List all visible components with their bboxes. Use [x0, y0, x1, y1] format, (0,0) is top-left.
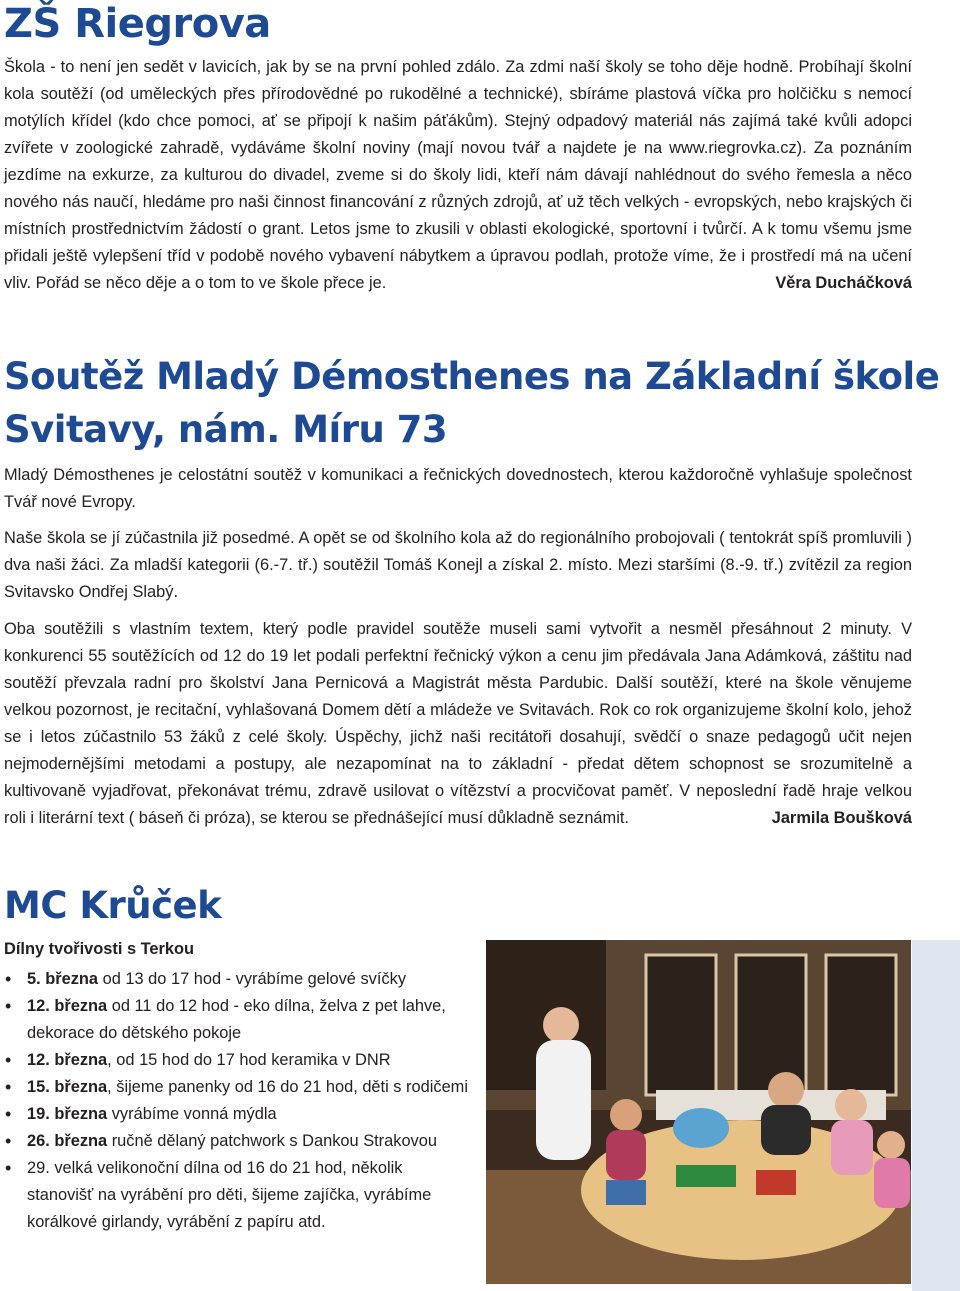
list-item	[0, 1101, 470, 1128]
event-text: od 13 do 17 hod - vyrábíme gelové svíčky	[98, 970, 407, 988]
photo-person	[536, 1040, 591, 1160]
photo-craft-item	[676, 1165, 736, 1187]
event-date: 12. března	[27, 997, 108, 1015]
list-item	[0, 966, 470, 993]
photo-craft-item	[606, 1180, 646, 1205]
photo-person	[761, 1105, 811, 1155]
event-text: ručně dělaný patchwork s Dankou Strakovou	[107, 1132, 437, 1150]
event-date: 15. března	[27, 1078, 108, 1096]
photo-person	[831, 1120, 873, 1175]
section-title-demosthenes	[4, 350, 939, 456]
photo-person	[874, 1158, 910, 1208]
photo-window	[736, 955, 806, 1095]
section-title-riegrova: ZŠ Riegrova	[4, 1, 271, 47]
workshop-photo	[486, 940, 911, 1284]
photo-craft-item	[673, 1108, 729, 1148]
list-item	[0, 993, 470, 1047]
event-text: vyrábíme vonná mýdla	[107, 1105, 277, 1123]
photo-person	[610, 1099, 642, 1131]
photo-window	[646, 955, 716, 1095]
event-date: 19. března	[27, 1105, 108, 1123]
riegrova-text: Škola - to není jen sedět v lavicích, jak by se na první pohled zdálo. Za zdmi naší školy se toho děje hodně. Probíhají školní kola soutěží (od uměleckých přes přírodovědné po rukodělné a technické), sbíráme plastová víčka pro holčičku s nemocí motýlích křídel (kdo chce pomoci, ať se připojí k našim páťákům). Stejný odpadový materiál nás zajímá také kvůli adopci zvířete v zoologické zahradě, vydáváme školní noviny (mají novou tvář a najdete je na www.riegrovka.cz). Za poznáním jezdíme na exkurze, za kulturou do divadel, zveme si do školy lidi, kteří nám dávají nahlédnout do svého řemesla a něco nového nás naučí, hledáme pro naši činnost financování z různých zdrojů, ať už těch velkých - evropských, nebo krajských či místních prostřednictvím žádostí o grant. Letos jsme to zkusili v oblasti ekologické, sportovní i tvůrčí. A k tomu všemu jsme přidali ještě vylepšení tříd v podobě nového vybavení nábytkem a úpravou podlah, protože víme, že i prostředí má na učení vliv. Pořád se něco děje a o tom to ve škole přece je.	[4, 58, 912, 292]
demosthenes-paragraph-3	[4, 616, 912, 832]
author-signature: Jarmila Boušková	[771, 809, 912, 827]
section-title-mc-krucek: MC Krůček	[4, 884, 222, 927]
demosthenes-text: Oba soutěžili s vlastním textem, který podle pravidel soutěže museli sami vytvořit a nesměl přesáhnout 2 minuty. V konkurenci 55 soutěžících od 12 do 19 let podali perfektní řečnický výkon a cenu jim předávala Jana Adámková, záštitu nad soutěží převzala radní pro školství Jana Pernicová a Magistrát města Pardubic. Další soutěží, které na škole věnujeme velkou pozornost, je recitační, vyhlašovaná Domem dětí a mládeže ve Svitavách. Rok co rok organizujeme školní kolo, jehož se i letos zúčastnilo 53 žáků z celé školy. Úspěchy, jichž naši recitátoři dosahují, svědčí o snaze pedagogů učit nejen nejmodernějšími metodami a postupy, ale nezapomínat na to základní - předat dětem schopnost se srozumitelně a kultivovaně vyjadřovat, překonávat trému, zdravě usilovat o vítězství a procvičovat paměť. V neposlední řadě hraje velkou roli i literární text ( báseň či próza), se kterou se přednášející musí důkladně seznámit.	[4, 620, 912, 827]
list-item	[0, 1155, 470, 1236]
list-item	[0, 1128, 470, 1155]
title-line-1: Soutěž Mladý Démosthenes na Základní škole	[4, 355, 940, 398]
list-item	[0, 1047, 470, 1074]
event-date: 5. března	[27, 970, 99, 988]
demosthenes-paragraph-2: Naše škola se jí zúčastnila již posedmé. A opět se od školního kola až do regionálního probojovali ( tentokrát spíš promluvili ) dva naši žáci. Za mladší kategorii (6.-7. tř.) soutěžil Tomáš Konejl a získal 2. místo. Mezi staršími (8.-9. tř.) zvítězil za region Svitavsko Ondřej Slabý.	[4, 529, 912, 601]
photo-person	[835, 1089, 867, 1121]
workshop-subtitle: Dílny tvořivosti s Terkou	[4, 940, 195, 958]
photo-person	[606, 1130, 646, 1180]
decorative-side-band	[912, 940, 960, 1291]
event-text: 29. velká velikonoční dílna od 16 do 21 hod, několik stanovišť na vyrábění pro děti, šijeme zajíčka, vyrábíme korálkové girlandy, vyrábění z papíru atd.	[27, 1159, 432, 1231]
photo-person	[877, 1131, 905, 1159]
event-date: 12. března	[27, 1051, 108, 1069]
event-text: , od 15 hod do 17 hod keramika v DNR	[107, 1051, 391, 1069]
photo-window	[826, 955, 896, 1095]
riegrova-paragraph	[4, 54, 912, 297]
photo-person	[543, 1007, 579, 1043]
event-date: 26. března	[27, 1132, 108, 1150]
demosthenes-paragraph-1: Mladý Démosthenes je celostátní soutěž v komunikaci a řečnických dovednostech, kterou každoročně vyhlašuje společnost Tvář nové Evropy.	[4, 466, 912, 511]
title-line-2: Svitavy, nám. Míru 73	[4, 408, 448, 451]
event-text: od 11 do 12 hod - eko dílna, želva z pet lahve, dekorace do dětského pokoje	[27, 997, 446, 1042]
event-text: , šijeme panenky od 16 do 21 hod, děti s rodičemi	[107, 1078, 468, 1096]
list-item	[0, 1074, 470, 1101]
photo-craft-item	[756, 1170, 796, 1195]
author-signature: Věra Ducháčková	[775, 274, 912, 292]
event-list	[0, 966, 470, 1236]
photo-person	[768, 1072, 804, 1108]
